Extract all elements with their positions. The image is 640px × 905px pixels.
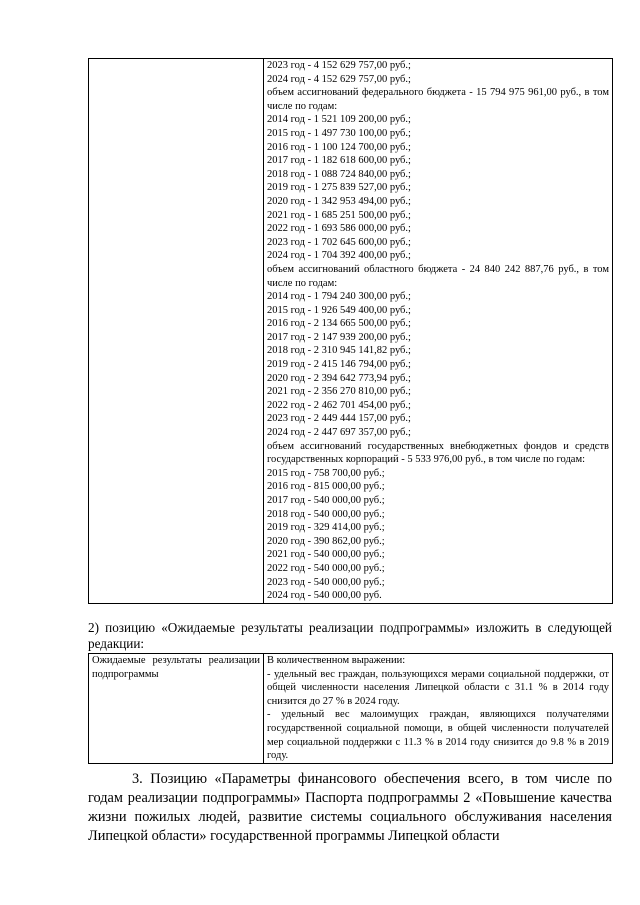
funding-year-line: 2015 год - 1 926 549 400,00 руб.;: [267, 304, 411, 316]
results-heading: В количественном выражении:: [267, 655, 406, 666]
paragraph-3: 3. Позицию «Параметры финансового обеспечения всего, в том числе по годам реализации подпрограммы» Паспорта подпрограммы 2 «Повышение качества жизни пожилых людей, развитие системы социального обслуживания населения Липецкой области» государственной программы Липецкой области: [88, 771, 612, 844]
funding-year-line: 2017 год - 1 182 618 600,00 руб.;: [267, 155, 411, 167]
funding-year-line: 2024 год - 540 000,00 руб.: [267, 590, 382, 602]
funding-year-line: 2023 год - 2 449 444 157,00 руб.;: [267, 413, 411, 425]
funding-year-line: 2020 год - 390 862,00 руб.;: [267, 535, 385, 547]
results-table: [88, 653, 613, 764]
funding-year-line: 2015 год - 758 700,00 руб.;: [267, 467, 385, 479]
funding-year-line: 2021 год - 1 685 251 500,00 руб.;: [267, 209, 411, 221]
results-table-right-cell: [264, 654, 613, 764]
funding-year-line: 2023 год - 1 702 645 600,00 руб.;: [267, 236, 411, 248]
funding-table-right-cell: [264, 59, 613, 604]
funding-section-heading: объем ассигнований федерального бюджета - 15 794 975 961,00 руб., в том числе по годам:: [267, 87, 609, 112]
funding-year-line: 2014 год - 1 794 240 300,00 руб.;: [267, 291, 411, 303]
funding-section-heading: объем ассигнований областного бюджета - 24 840 242 887,76 руб., в том числе по годам:: [267, 263, 609, 289]
results-table-left-cell: Ожидаемые результаты реализации подпрограммы: [89, 654, 264, 764]
funding-year-line: 2022 год - 1 693 586 000,00 руб.;: [267, 223, 411, 235]
funding-year-line: 2024 год - 2 447 697 357,00 руб.;: [267, 427, 411, 439]
funding-section-heading: объем ассигнований государственных внебюджетных фондов и средств государственных корпораций - 5 533 976,00 руб., в том числе по годам:: [267, 440, 609, 466]
funding-year-line: 2015 год - 1 497 730 100,00 руб.;: [267, 127, 411, 139]
funding-year-line: 2017 год - 2 147 939 200,00 руб.;: [267, 331, 411, 343]
funding-year-line: 2021 год - 540 000,00 руб.;: [267, 549, 385, 561]
funding-year-line: 2020 год - 2 394 642 773,94 руб.;: [267, 372, 411, 384]
funding-year-line: 2020 год - 1 342 953 494,00 руб.;: [267, 195, 411, 207]
funding-year-line: 2022 год - 2 462 701 454,00 руб.;: [267, 399, 411, 411]
funding-year-line: 2018 год - 540 000,00 руб.;: [267, 508, 385, 520]
funding-year-line: 2021 год - 2 356 270 810,00 руб.;: [267, 386, 411, 398]
funding-year-line: 2016 год - 1 100 124 700,00 руб.;: [267, 141, 411, 153]
funding-table-left-cell: [89, 59, 264, 604]
funding-year-line: 2019 год - 1 275 839 527,00 руб.;: [267, 182, 411, 194]
funding-year-line: 2023 год - 4 152 629 757,00 руб.;: [267, 60, 411, 71]
funding-year-line: 2024 год - 1 704 392 400,00 руб.;: [267, 250, 411, 262]
funding-year-line: 2019 год - 2 415 146 794,00 руб.;: [267, 359, 411, 371]
funding-year-line: 2016 год - 2 134 665 500,00 руб.;: [267, 318, 411, 330]
funding-year-line: 2024 год - 4 152 629 757,00 руб.;: [267, 73, 411, 85]
funding-year-line: 2017 год - 540 000,00 руб.;: [267, 495, 385, 506]
results-item-2: - удельный вес малоимущих граждан, являющихся получателями государственной социальной помощи, в общей численности получателей мер социальной поддержки с 11.3 % в 2014 году снизится до 9.8 % в 2019 году.: [267, 709, 609, 762]
paragraph-2: 2) позицию «Ожидаемые результаты реализации подпрограммы» изложить в следующей редакции:: [88, 620, 612, 651]
funding-year-line: 2019 год - 329 414,00 руб.;: [267, 522, 385, 534]
funding-lines: [267, 59, 609, 603]
results-item-1: - удельный вес граждан, пользующихся мерами социальной поддержки, от общей численности населения Липецкой области с 31.1 % в 2014 году снизится до 27 % в 2024 году.: [267, 668, 609, 707]
funding-year-line: 2023 год - 540 000,00 руб.;: [267, 576, 385, 588]
funding-year-line: 2016 год - 815 000,00 руб.;: [267, 481, 385, 493]
funding-year-line: 2018 год - 1 088 724 840,00 руб.;: [267, 168, 411, 180]
funding-year-line: 2022 год - 540 000,00 руб.;: [267, 562, 385, 574]
funding-year-line: 2014 год - 1 521 109 200,00 руб.;: [267, 114, 411, 126]
funding-year-line: 2018 год - 2 310 945 141,82 руб.;: [267, 345, 411, 357]
funding-table: [88, 58, 613, 604]
